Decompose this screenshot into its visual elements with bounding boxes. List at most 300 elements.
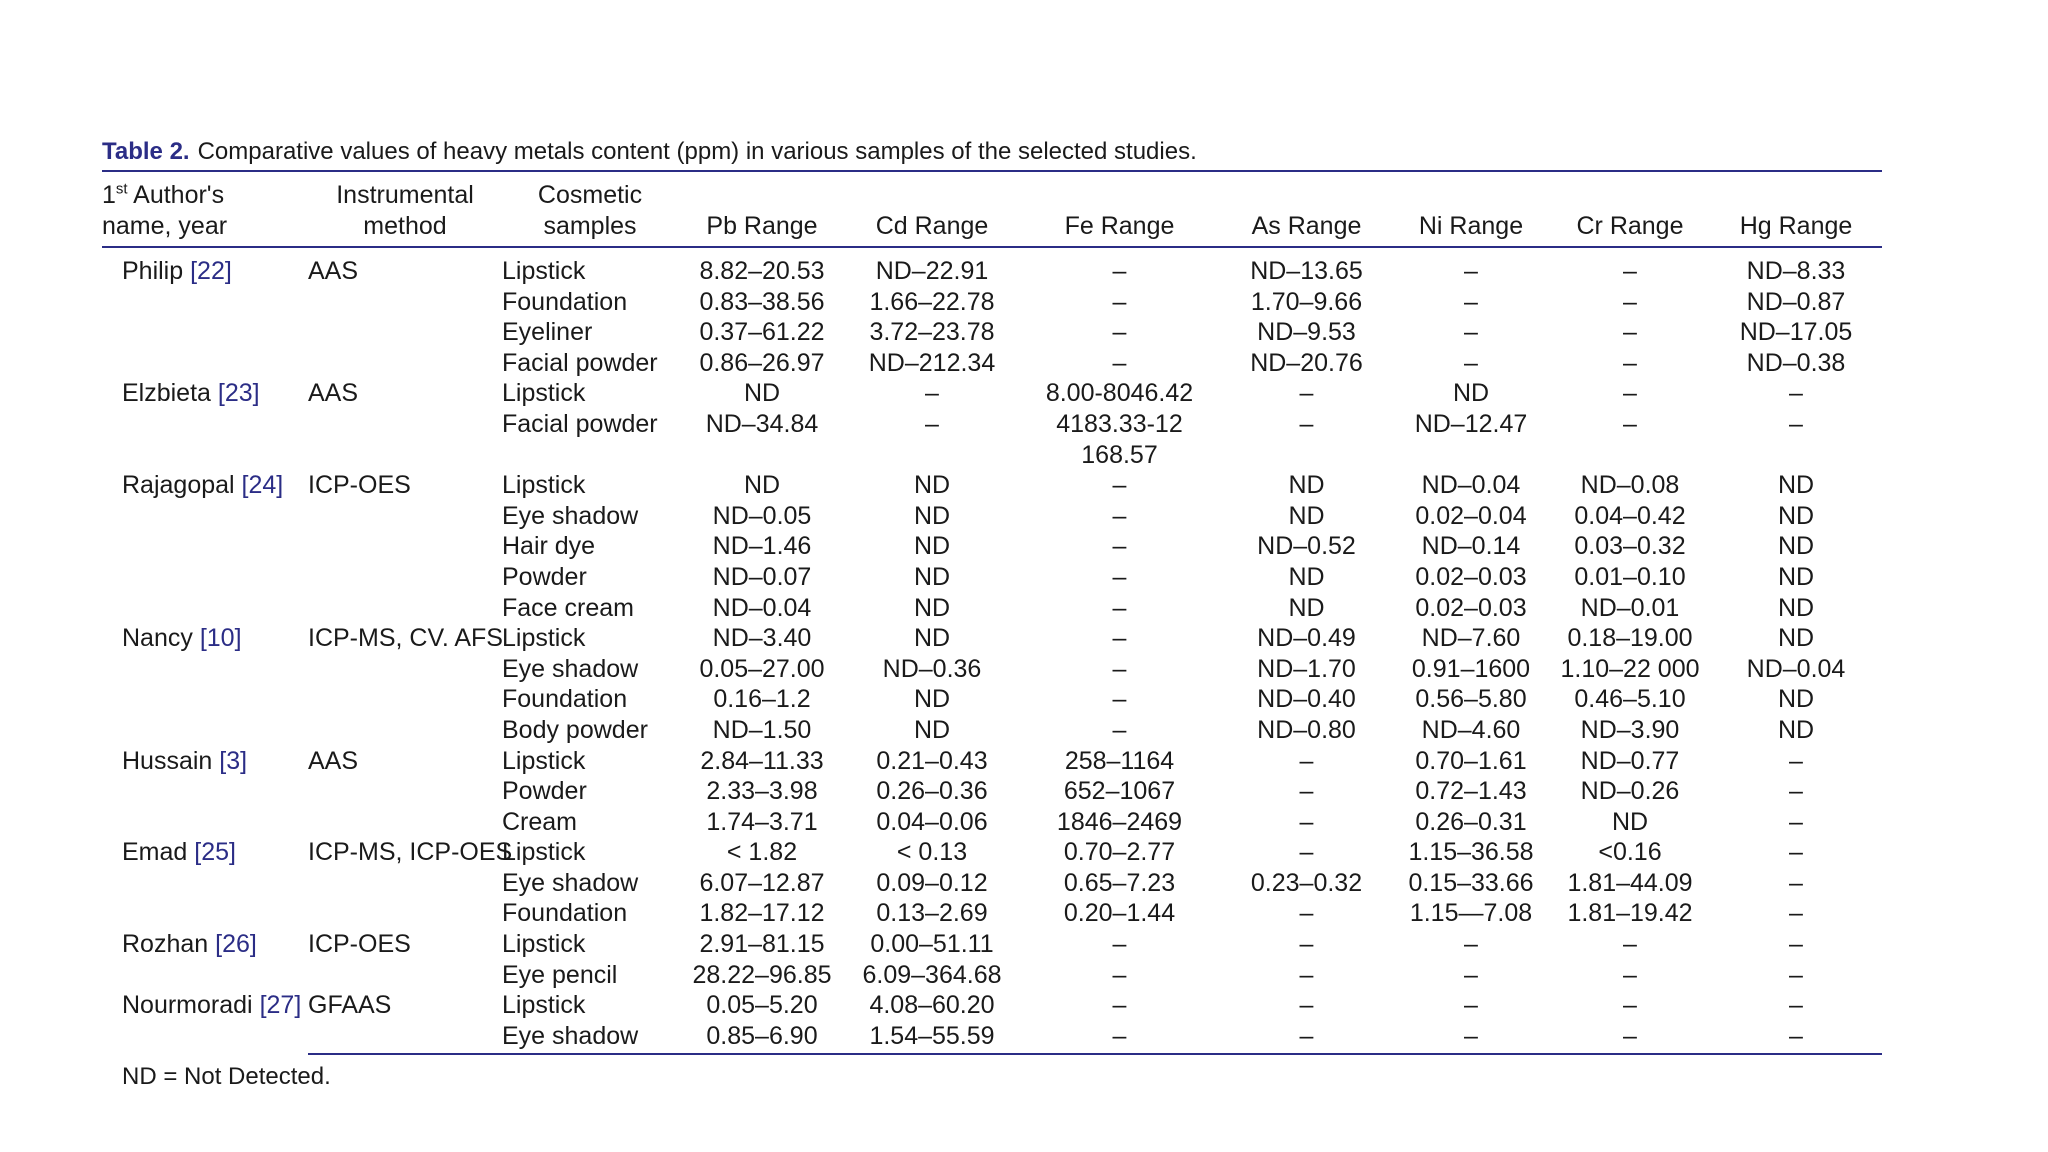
cell-fe: –	[1112, 593, 1127, 622]
cell-pb: ND–3.40	[712, 624, 812, 653]
cell-sample: Lipstick	[502, 838, 586, 867]
cell-cd: ND	[913, 715, 951, 744]
cell-as: –	[1299, 991, 1314, 1020]
cell-cd: 4.08–60.20	[869, 991, 995, 1020]
cell-ni: ND–7.60	[1421, 624, 1521, 653]
cell-method	[308, 807, 502, 838]
cell-pb: ND	[743, 379, 781, 408]
cell-pb: ND	[743, 471, 781, 500]
header-method: Instrumental method	[308, 172, 502, 247]
cell-sample: Eye pencil	[502, 960, 618, 989]
reference-link[interactable]: [24]	[241, 471, 284, 500]
cell-pb: < 1.82	[726, 838, 798, 867]
cell-author	[102, 378, 308, 409]
cell-hg: –	[1789, 868, 1803, 897]
cell-fe: 0.20–1.44	[1063, 899, 1176, 928]
cell-as: ND–1.70	[1257, 654, 1356, 683]
cell-pb: 6.07–12.87	[699, 868, 825, 897]
cell-ni: 0.02–0.03	[1415, 562, 1527, 591]
cell-sample: Facial powder	[502, 409, 658, 438]
cell-as: ND–13.65	[1250, 257, 1363, 285]
cell-ni: –	[1464, 930, 1478, 959]
table-row	[102, 470, 1882, 501]
cell-ni	[1392, 440, 1550, 471]
cell-fe: –	[1112, 991, 1127, 1020]
cell-sample: Foundation	[502, 899, 628, 928]
table-row	[102, 1021, 1882, 1055]
cell-fe: –	[1112, 960, 1127, 989]
cell-as: –	[1221, 1021, 1392, 1055]
reference-link[interactable]: [25]	[194, 838, 236, 867]
cell-sample: Eyeliner	[502, 318, 593, 347]
cell-hg: ND	[1777, 501, 1815, 530]
table-row	[102, 654, 1882, 685]
cell-sample: Lipstick	[502, 624, 586, 653]
cell-pb: 2.91–81.15	[699, 930, 825, 959]
cell-method: ICP-MS, CV. AFS	[308, 624, 503, 653]
header-row	[102, 172, 1882, 247]
cell-hg: ND–0.04	[1746, 654, 1846, 683]
table-row	[102, 837, 1882, 868]
cell-method	[308, 562, 502, 593]
cell-pb: ND–34.84	[705, 409, 819, 438]
cell-cd: ND–22.91	[875, 257, 989, 285]
cell-cr: –	[1623, 960, 1637, 989]
reference-link[interactable]: [22]	[190, 257, 232, 285]
cell-cr: –	[1623, 348, 1637, 377]
cell-fe: 258–1164	[1064, 746, 1175, 775]
cell-cr: 0.01–0.10	[1574, 562, 1686, 591]
cell-ni: ND–0.14	[1421, 532, 1521, 561]
cell-cd	[846, 440, 1018, 471]
table-row	[102, 247, 1882, 287]
paper-table-block	[102, 134, 1882, 1091]
cell-sample: Eye shadow	[502, 1021, 678, 1055]
cell-ni: ND	[1452, 379, 1490, 408]
cell-ni: –	[1464, 960, 1478, 989]
cell-author	[102, 1021, 308, 1055]
cell-pb: ND–0.04	[712, 593, 812, 622]
cell-as: –	[1299, 409, 1314, 438]
cell-hg: ND	[1777, 471, 1815, 500]
header-hg: Hg Range	[1710, 172, 1882, 247]
cell-as: –	[1299, 807, 1314, 836]
table-body	[102, 247, 1882, 1054]
cell-sample: Foundation	[502, 685, 628, 714]
cell-hg: ND–17.05	[1739, 318, 1853, 347]
cell-cr: –	[1623, 409, 1637, 438]
cell-fe: –	[1112, 287, 1127, 316]
cell-author	[102, 348, 308, 379]
cell-fe: 8.00-8046.42	[1045, 379, 1194, 408]
cell-method	[308, 593, 502, 624]
cell-as: ND–0.40	[1257, 685, 1356, 714]
cell-hg: ND	[1777, 715, 1815, 744]
cell-as: ND–0.80	[1257, 715, 1356, 744]
cell-ni: 0.02–0.04	[1415, 501, 1527, 530]
cell-sample: Lipstick	[502, 930, 586, 959]
cell-as: ND	[1288, 593, 1325, 622]
cell-pb: ND–0.05	[712, 501, 812, 530]
cell-pb: 0.83–38.56	[699, 287, 825, 316]
cell-method	[308, 317, 502, 348]
cell-cr	[1550, 440, 1710, 471]
table-row	[102, 746, 1882, 777]
cell-ni: 0.56–5.80	[1415, 685, 1527, 714]
cell-method	[308, 960, 502, 991]
cell-ni: 0.15–33.66	[1408, 868, 1534, 897]
cell-hg: –	[1789, 379, 1803, 408]
cell-cr: ND–0.01	[1580, 593, 1680, 622]
cell-hg: ND	[1777, 593, 1815, 622]
cell-cd: 0.04–0.06	[876, 807, 988, 836]
table-row	[102, 684, 1882, 715]
cell-sample: Hair dye	[502, 532, 596, 561]
table-caption	[102, 134, 1882, 172]
cell-pb: 8.82–20.53	[699, 257, 825, 285]
cell-fe: –	[1112, 471, 1127, 500]
reference-link[interactable]: [26]	[215, 930, 257, 959]
table-row	[102, 990, 1882, 1021]
cell-cd: –	[925, 379, 939, 408]
cell-hg: –	[1789, 746, 1803, 775]
cell-author	[102, 470, 308, 501]
cell-pb: 0.05–27.00	[699, 654, 825, 683]
cell-cd: –	[925, 409, 939, 438]
cell-cr: ND	[1611, 807, 1649, 836]
cell-cd: ND–0.36	[882, 654, 982, 683]
cell-fe: –	[1112, 685, 1127, 714]
cell-sample	[502, 440, 678, 471]
cell-hg: –	[1789, 899, 1803, 928]
cell-cd: < 0.13	[896, 838, 968, 867]
reference-link[interactable]: [10]	[199, 624, 242, 653]
cell-pb: 2.33–3.98	[706, 777, 818, 806]
cell-method: AAS	[308, 257, 359, 285]
cell-cd: ND–212.34	[868, 348, 996, 377]
cell-pb: 0.86–26.97	[699, 348, 825, 377]
cell-as: –	[1299, 899, 1314, 928]
cell-author	[102, 684, 308, 715]
cell-method	[308, 348, 502, 379]
cell-method	[308, 287, 502, 318]
cell-cd: ND	[913, 685, 951, 714]
cell-sample: Eye shadow	[502, 501, 639, 530]
cell-fe: 652–1067	[1063, 777, 1176, 806]
author-name: Rajagopal	[122, 471, 242, 500]
cell-method: ICP-OES	[308, 471, 411, 500]
cell-sample: Lipstick	[502, 471, 586, 500]
cell-hg: –	[1789, 991, 1803, 1020]
cell-as: –	[1299, 746, 1314, 775]
cell-method	[308, 531, 502, 562]
cell-fe: –	[1112, 532, 1127, 561]
cell-cr: ND–0.77	[1580, 746, 1680, 775]
cell-hg: –	[1789, 838, 1803, 867]
cell-author	[102, 440, 308, 471]
cell-author	[102, 807, 308, 838]
cell-cd: ND	[913, 562, 951, 591]
cell-ni: –	[1464, 318, 1478, 347]
table-row	[102, 715, 1882, 746]
cell-method	[308, 715, 502, 746]
table-row	[102, 317, 1882, 348]
cell-pb: ND–1.46	[712, 532, 812, 561]
cell-pb: 0.37–61.22	[699, 318, 825, 347]
cell-ni: 0.26–0.31	[1415, 807, 1527, 836]
table-caption-label: Table 2.	[102, 138, 190, 165]
cell-cr: <0.16	[1598, 838, 1662, 867]
cell-cd: 0.26–0.36	[876, 777, 988, 806]
cell-pb: 1.74–3.71	[706, 807, 818, 836]
author-name: Philip	[122, 257, 191, 285]
cell-as: ND	[1288, 562, 1325, 591]
cell-author	[102, 990, 308, 1021]
cell-pb: ND–1.50	[712, 715, 812, 744]
header-fe: Fe Range	[1018, 172, 1221, 247]
cell-cr: ND–0.26	[1580, 777, 1680, 806]
cell-author	[102, 776, 308, 807]
reference-link[interactable]: [23]	[217, 379, 260, 408]
cell-author	[102, 501, 308, 532]
cell-cr: –	[1623, 991, 1637, 1020]
cell-method	[308, 654, 502, 685]
cell-cr: ND–3.90	[1580, 715, 1680, 744]
cell-fe: –	[1018, 1021, 1221, 1055]
cell-ni: 1.15—7.08	[1409, 899, 1533, 928]
cell-as: 1.70–9.66	[1250, 287, 1363, 316]
cell-author	[102, 623, 308, 654]
table-caption-text: Comparative values of heavy metals content (ppm) in various samples of the selected studies.	[197, 138, 1197, 165]
cell-ni: ND–4.60	[1421, 715, 1521, 744]
cell-cd: ND	[913, 593, 951, 622]
cell-fe: –	[1112, 318, 1127, 347]
cell-method	[308, 1021, 502, 1055]
header-cd: Cd Range	[846, 172, 1018, 247]
cell-as: –	[1299, 930, 1314, 959]
cell-cr: –	[1550, 1021, 1710, 1055]
cell-hg: –	[1710, 1021, 1882, 1055]
cell-sample: Eye shadow	[502, 654, 639, 683]
cell-author	[102, 868, 308, 899]
table-row	[102, 807, 1882, 838]
cell-author	[102, 929, 308, 960]
table-row	[102, 776, 1882, 807]
cell-sample: Lipstick	[502, 257, 586, 285]
cell-sample: Powder	[502, 562, 587, 591]
cell-sample: Lipstick	[502, 379, 586, 408]
cell-method	[308, 409, 502, 440]
cell-hg: ND–0.87	[1746, 287, 1846, 316]
cell-method: GFAAS	[308, 991, 392, 1020]
cell-cr: 1.81–19.42	[1567, 899, 1693, 928]
table-row	[102, 531, 1882, 562]
cell-cr: –	[1623, 287, 1637, 316]
cell-as: ND–20.76	[1250, 348, 1363, 377]
cell-author	[102, 562, 308, 593]
table-row	[102, 440, 1882, 471]
cell-cr: 0.46–5.10	[1574, 685, 1686, 714]
cell-cd: 0.21–0.43	[876, 746, 988, 775]
reference-link[interactable]: [27]	[259, 991, 302, 1020]
cell-author	[102, 715, 308, 746]
cell-author	[102, 898, 308, 929]
cell-cd: ND	[913, 532, 951, 561]
cell-hg: ND	[1777, 685, 1815, 714]
cell-hg: ND–8.33	[1746, 257, 1846, 285]
cell-fe: –	[1112, 715, 1127, 744]
cell-method	[308, 684, 502, 715]
table-row	[102, 960, 1882, 991]
cell-cd: 0.09–0.12	[876, 868, 988, 897]
cell-fe: 0.70–2.77	[1063, 838, 1176, 867]
author-name: Rozhan	[122, 930, 216, 959]
cell-method: AAS	[308, 379, 359, 408]
cell-ni: –	[1464, 257, 1478, 285]
cell-cr: ND–0.08	[1580, 471, 1680, 500]
cell-cr: –	[1623, 318, 1637, 347]
cell-hg	[1710, 440, 1882, 471]
header-pb: Pb Range	[678, 172, 846, 247]
cell-fe: –	[1112, 348, 1127, 377]
header-samples: Cosmetic samples	[502, 172, 678, 247]
cell-pb: 0.05–5.20	[706, 991, 818, 1020]
cell-fe: –	[1112, 624, 1127, 653]
table-row	[102, 287, 1882, 318]
header-author: 1st Author's name, year	[102, 172, 308, 247]
table-footnote: ND = Not Detected.	[122, 1063, 331, 1091]
cell-hg: –	[1789, 960, 1803, 989]
cell-sample: Facial powder	[502, 348, 658, 377]
cell-hg: –	[1789, 777, 1803, 806]
cell-cd: ND	[913, 501, 951, 530]
cell-pb: ND–0.07	[712, 562, 812, 591]
cell-ni: ND–0.04	[1421, 471, 1521, 500]
cell-cr: 0.03–0.32	[1574, 532, 1686, 561]
cell-fe: –	[1112, 257, 1127, 285]
table-row	[102, 501, 1882, 532]
cell-method: ICP-MS, ICP-OES	[308, 838, 513, 867]
cell-ni: 0.02–0.03	[1415, 593, 1527, 622]
cell-pb: 28.22–96.85	[692, 960, 832, 989]
cell-author	[102, 654, 308, 685]
cell-ni: –	[1464, 348, 1478, 377]
cell-cr: 1.81–44.09	[1567, 868, 1693, 897]
table-row	[102, 562, 1882, 593]
cell-sample: Cream	[502, 807, 578, 836]
cell-fe: 0.65–7.23	[1063, 868, 1176, 897]
cell-as: –	[1299, 379, 1314, 408]
cell-pb: 0.85–6.90	[678, 1021, 846, 1055]
author-name: Hussain	[122, 746, 220, 775]
cell-as: –	[1299, 777, 1314, 806]
cell-hg: –	[1789, 930, 1803, 959]
cell-author	[102, 531, 308, 562]
cell-ni: 0.91–1600	[1411, 654, 1531, 683]
cell-cd: 1.54–55.59	[846, 1021, 1018, 1055]
cell-sample: Foundation	[502, 287, 628, 316]
cell-cr: 0.04–0.42	[1574, 501, 1686, 530]
cell-pb: 1.82–17.12	[699, 899, 825, 928]
cell-cr: –	[1623, 257, 1637, 285]
header-cr: Cr Range	[1550, 172, 1710, 247]
cell-as: ND	[1288, 471, 1325, 500]
cell-as: ND–9.53	[1257, 318, 1356, 347]
cell-ni: ND–12.47	[1414, 409, 1528, 438]
cell-fe: –	[1112, 654, 1127, 683]
cell-cd: 3.72–23.78	[869, 318, 995, 347]
reference-link[interactable]: [3]	[219, 746, 248, 775]
cell-as	[1221, 440, 1392, 471]
header-ni: Ni Range	[1392, 172, 1550, 247]
cell-cd: 1.66–22.78	[869, 287, 995, 316]
cell-hg: ND	[1777, 624, 1815, 653]
cell-author	[102, 287, 308, 318]
cell-author	[102, 837, 308, 868]
cell-author	[102, 247, 308, 287]
cell-author	[102, 409, 308, 440]
heavy-metals-table	[102, 172, 1882, 1055]
cell-cr: 0.18–19.00	[1567, 624, 1693, 653]
cell-cd: ND	[913, 471, 951, 500]
cell-fe: –	[1112, 562, 1127, 591]
table-row	[102, 868, 1882, 899]
cell-cd: 6.09–364.68	[862, 960, 1002, 989]
cell-cd: 0.00–51.11	[870, 930, 994, 959]
cell-pb: 0.16–1.2	[713, 685, 811, 714]
cell-ni: –	[1464, 287, 1478, 316]
table-row	[102, 593, 1882, 624]
cell-ni: 0.72–1.43	[1415, 777, 1527, 806]
cell-hg: –	[1789, 807, 1803, 836]
cell-sample: Face cream	[502, 593, 634, 622]
table-row	[102, 348, 1882, 379]
cell-fe: 168.57	[1081, 440, 1158, 469]
cell-sample: Eye shadow	[502, 868, 639, 897]
cell-cr: –	[1623, 930, 1637, 959]
cell-ni: 0.70–1.61	[1415, 746, 1527, 775]
cell-cr: –	[1623, 379, 1637, 408]
cell-hg: –	[1789, 409, 1803, 438]
cell-method	[308, 440, 502, 471]
cell-method: AAS	[308, 746, 359, 775]
table-row	[102, 378, 1882, 409]
cell-author	[102, 960, 308, 991]
author-name: Elzbieta	[122, 379, 218, 408]
cell-fe: 1846–2469	[1056, 807, 1183, 836]
cell-as: ND	[1288, 501, 1325, 530]
table-row	[102, 929, 1882, 960]
table-row	[102, 409, 1882, 440]
cell-ni: –	[1392, 1021, 1550, 1055]
cell-sample: Lipstick	[502, 991, 586, 1020]
author-name: Emad	[122, 838, 195, 867]
cell-fe: 4183.33-12	[1056, 409, 1183, 438]
header-as: As Range	[1221, 172, 1392, 247]
cell-author	[102, 317, 308, 348]
cell-author	[102, 593, 308, 624]
cell-as: 0.23–0.32	[1250, 868, 1363, 897]
cell-author	[102, 746, 308, 777]
cell-cd: 0.13–2.69	[876, 899, 988, 928]
cell-pb	[678, 440, 846, 471]
cell-hg: ND	[1777, 562, 1815, 591]
author-name: Nancy	[122, 624, 200, 653]
cell-method	[308, 776, 502, 807]
cell-method: ICP-OES	[308, 930, 411, 959]
cell-pb: 2.84–11.33	[700, 746, 824, 775]
cell-method	[308, 501, 502, 532]
